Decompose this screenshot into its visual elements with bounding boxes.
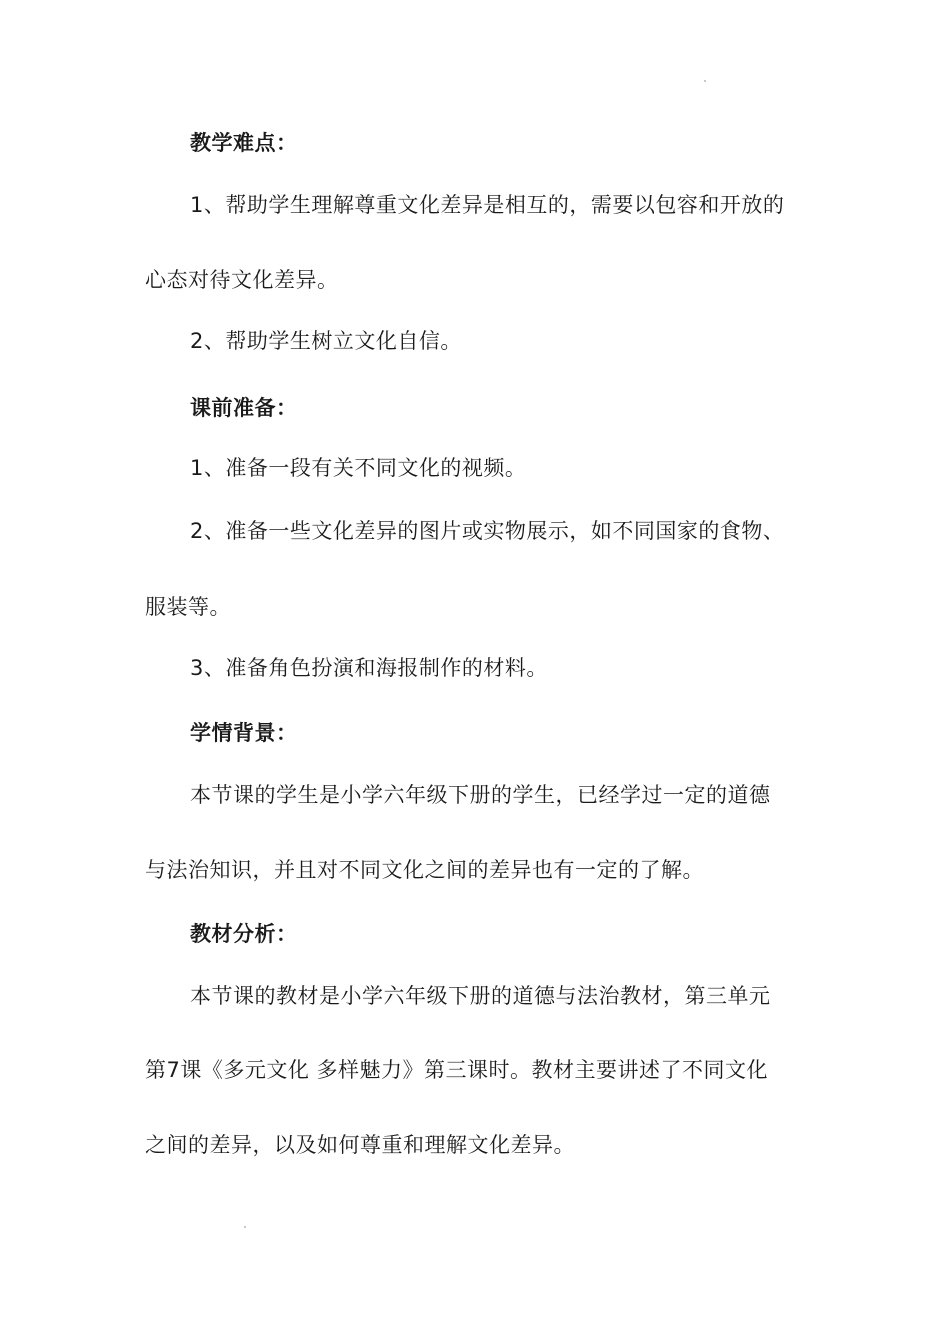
preparation-item-3: 3、准备角色扮演和海报制作的材料。 <box>190 656 548 680</box>
section-heading-difficulty: 教学难点： <box>190 131 298 155</box>
analysis-paragraph-line-1: 本节课的教材是小学六年级下册的道德与法治教材，第三单元 <box>190 984 771 1008</box>
page-speck-top <box>704 80 706 82</box>
background-paragraph-line-2: 与法治知识，并且对不同文化之间的差异也有一定的了解。 <box>145 858 704 882</box>
analysis-paragraph-line-2: 第7课《多元文化 多样魅力》第三课时。教材主要讲述了不同文化 <box>145 1058 769 1082</box>
difficulty-item-2: 2、帮助学生树立文化自信。 <box>190 329 462 353</box>
section-heading-preparation: 课前准备： <box>190 396 298 420</box>
difficulty-item-1-line-1: 1、帮助学生理解尊重文化差异是相互的，需要以包容和开放的 <box>190 193 785 217</box>
preparation-item-1: 1、准备一段有关不同文化的视频。 <box>190 456 527 480</box>
difficulty-item-1-line-2: 心态对待文化差异。 <box>145 268 339 292</box>
preparation-item-2-line-1: 2、准备一些文化差异的图片或实物展示，如不同国家的食物、 <box>190 519 785 543</box>
background-paragraph-line-1: 本节课的学生是小学六年级下册的学生，已经学过一定的道德 <box>190 783 771 807</box>
section-heading-background: 学情背景： <box>190 721 298 745</box>
page-speck-bottom <box>244 1226 246 1228</box>
analysis-paragraph-line-3: 之间的差异，以及如何尊重和理解文化差异。 <box>145 1133 575 1157</box>
preparation-item-2-line-2: 服装等。 <box>145 595 231 619</box>
section-heading-analysis: 教材分析： <box>190 922 298 946</box>
